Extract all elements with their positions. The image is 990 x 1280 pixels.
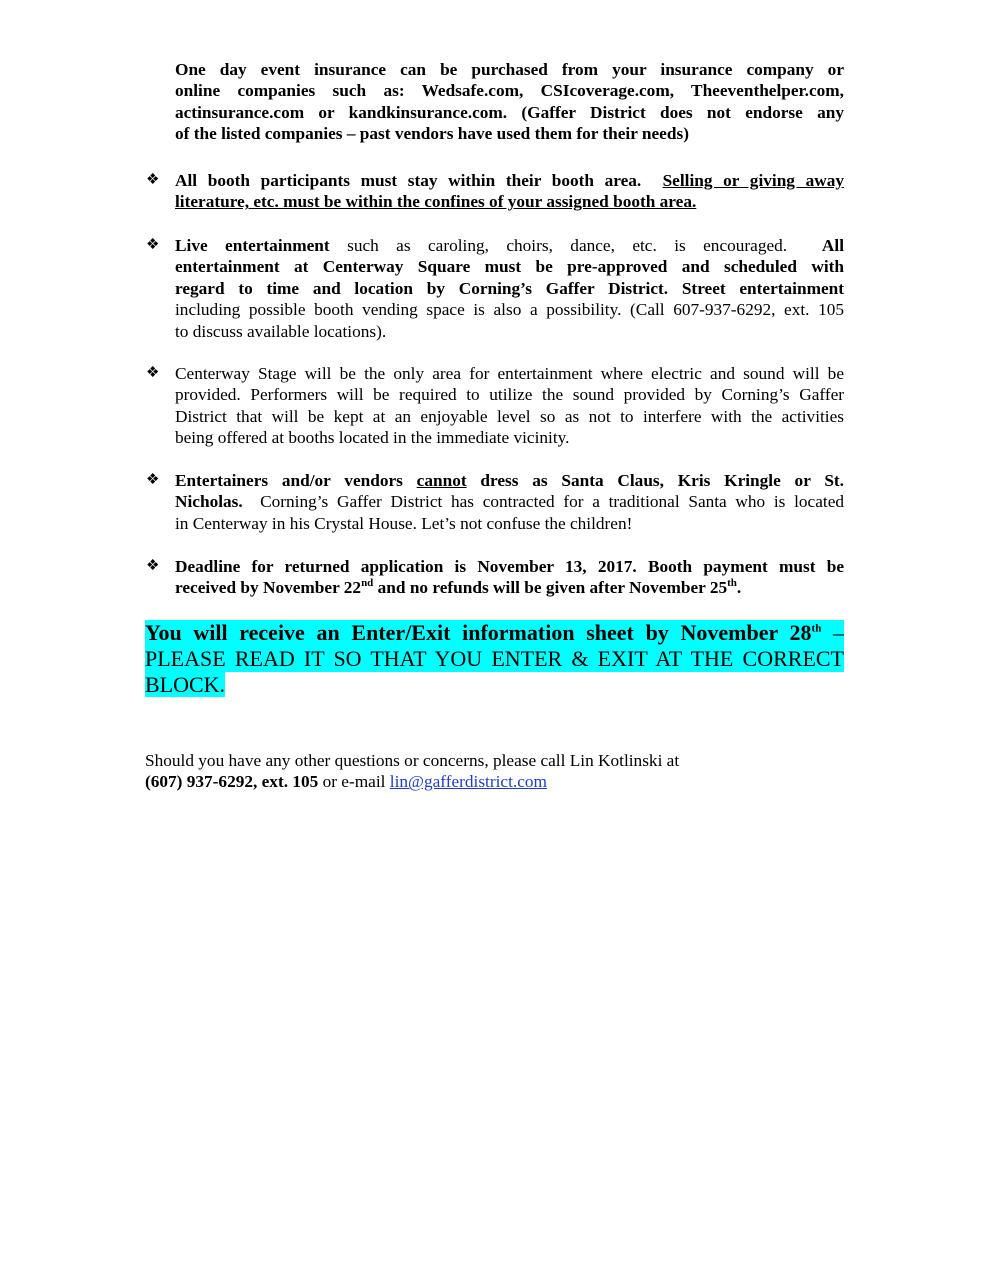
insurance-paragraph bbox=[175, 59, 844, 145]
diamond-bullet-icon: ❖ bbox=[146, 472, 160, 488]
diamond-bullet-icon: ❖ bbox=[146, 237, 160, 253]
booth-area-item bbox=[175, 170, 844, 213]
text-line: entertainment at Centerway Square must be pre-approved and scheduled with bbox=[175, 257, 844, 277]
text-line: literature, etc. must be within the confines of your assigned booth area. bbox=[175, 192, 697, 212]
deadline-item bbox=[175, 556, 844, 599]
text-line: to discuss available locations). bbox=[175, 321, 387, 341]
text-line: in Centerway in his Crystal House. Let’s not confuse the children! bbox=[175, 513, 633, 533]
diamond-bullet-icon: ❖ bbox=[146, 172, 160, 188]
contact-paragraph bbox=[145, 750, 844, 793]
text-line: provided. Performers will be required to utilize the sound provided by Corning’s Gaffer bbox=[175, 385, 844, 405]
text-line: Live entertainment such as caroling, choirs, dance, etc. is encouraged. All bbox=[175, 236, 844, 255]
text-line: One day event insurance can be purchased from your insurance company or bbox=[175, 60, 844, 79]
email-link[interactable]: lin@gafferdistrict.com bbox=[389, 772, 547, 792]
text-line: online companies such as: Wedsafe.com, CSIcoverage.com, Theeventhelper.com, bbox=[175, 81, 844, 101]
notice-line: PLEASE READ IT SO THAT YOU ENTER & EXIT AT THE CORRECT bbox=[145, 646, 844, 671]
diamond-bullet-icon: ❖ bbox=[146, 558, 160, 574]
santa-item bbox=[175, 470, 844, 534]
phone-number: (607) 937-6292, ext. 105 bbox=[145, 772, 319, 792]
text-line: received by November 22nd and no refunds will be given after November 25th. bbox=[175, 577, 742, 598]
text-line: Should you have any other questions or concerns, please call Lin Kotlinski at bbox=[145, 751, 680, 770]
text-line: Centerway Stage will be the only area for entertainment where electric and sound will be bbox=[175, 364, 844, 383]
diamond-bullet-icon: ❖ bbox=[146, 365, 160, 381]
live-entertainment-item bbox=[175, 235, 844, 342]
text-line: Deadline for returned application is November 13, 2017. Booth payment must be bbox=[175, 557, 844, 576]
text-line: actinsurance.com or kandkinsurance.com. (Gaffer District does not endorse any bbox=[175, 102, 844, 122]
centerway-stage-item bbox=[175, 363, 844, 449]
text-line: of the listed companies – past vendors have used them for their needs) bbox=[175, 124, 689, 144]
text-line: Entertainers and/or vendors cannot dress as Santa Claus, Kris Kringle or St. bbox=[175, 471, 844, 490]
enter-exit-notice bbox=[145, 620, 844, 698]
text-line: All booth participants must stay within their booth area. Selling or giving away bbox=[175, 171, 844, 190]
text-line: (607) 937-6292, ext. 105 or e-mail lin@gafferdistrict.com bbox=[145, 772, 547, 792]
text-line: being offered at booths located in the immediate vicinity. bbox=[175, 428, 570, 448]
text-line: regard to time and location by Corning’s Gaffer District. Street entertainment bbox=[175, 278, 844, 298]
text-line: including possible booth vending space is also a possibility. (Call 607-937-6292, ext. 105 bbox=[175, 300, 844, 320]
text-line: District that will be kept at an enjoyable level so as not to interfere with the activities bbox=[175, 406, 844, 426]
notice-line: BLOCK. bbox=[145, 672, 226, 697]
text-line: Nicholas. Corning’s Gaffer District has contracted for a traditional Santa who is located bbox=[175, 492, 844, 512]
notice-line: You will receive an Enter/Exit information sheet by November 28th – bbox=[145, 620, 844, 645]
